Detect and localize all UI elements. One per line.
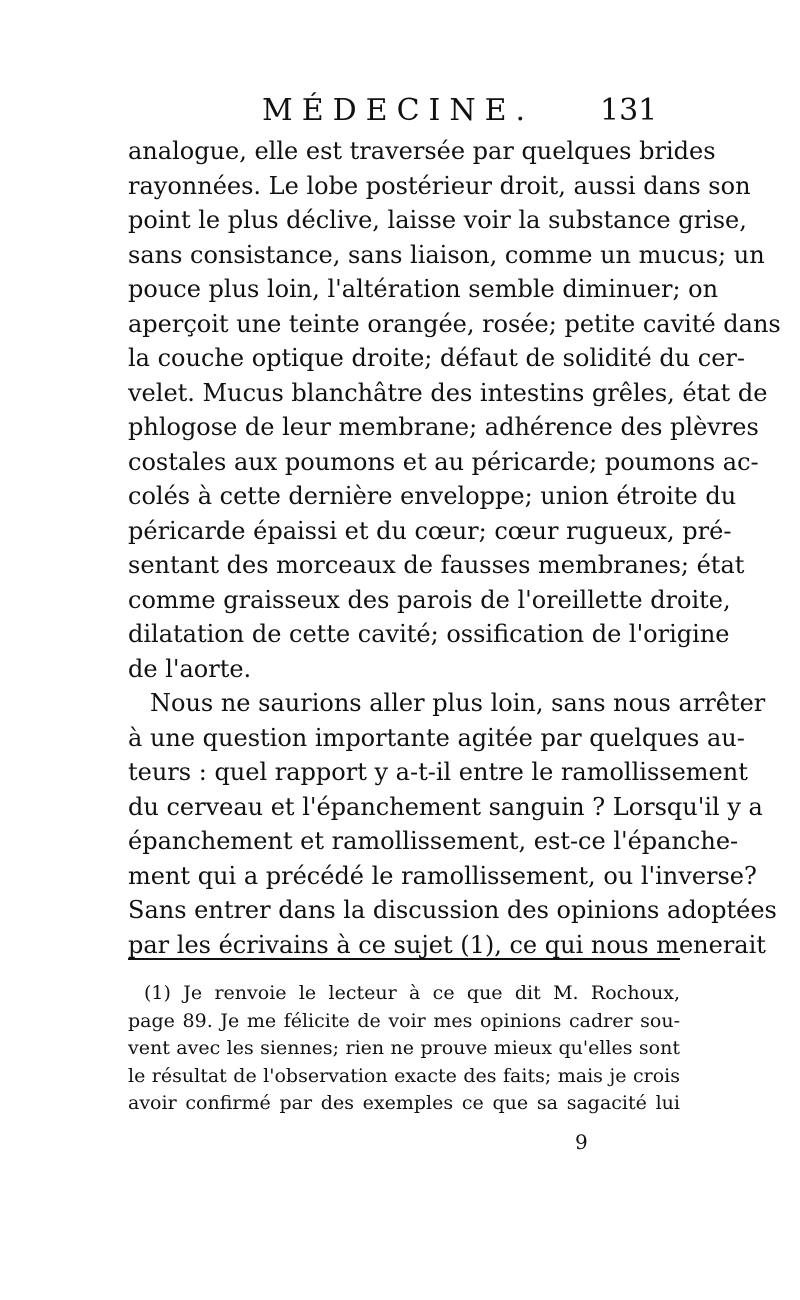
text-line: épanchement et ramollissement, est-ce l'épanche- [128, 827, 739, 855]
footnote-divider [128, 958, 680, 960]
text-line: velet. Mucus blanchâtre des intestins grêles, état de [128, 378, 768, 407]
text-line: pouce plus loin, l'altération semble diminuer; on [128, 275, 719, 303]
text-line: colés à cette dernière enveloppe; union étroite du [128, 482, 737, 510]
text-line: ment qui a précédé le ramollissement, ou l'inverse? [128, 861, 757, 890]
text-line: phlogose de leur membrane; adhérence des plèvres [128, 413, 759, 441]
text-line: costales aux poumons et au péricarde; poumons ac- [128, 447, 759, 476]
footnote-line: le résultat de l'observation exacte des faits; mais je crois [128, 1064, 680, 1087]
text-line: à une question importante agitée par quelques au- [128, 723, 745, 752]
text-line: teurs : quel rapport y a-t-il entre le ramollissement [128, 758, 748, 786]
footnote [128, 980, 680, 1118]
text-line: aperçoit une teinte orangée, rosée; petite cavité dans [128, 309, 781, 338]
text-line: du cerveau et l'épanchement sanguin ? Lorsqu'il y a [128, 792, 763, 821]
text-line: dilatation de cette cavité; ossification de l'origine [128, 620, 730, 648]
text-line: rayonnées. Le lobe postérieur droit, aussi dans son [128, 171, 751, 200]
footnote-line: avoir confirmé par des exemples ce que sa sagacité lui [128, 1092, 680, 1114]
signature-mark: 9 [575, 1130, 588, 1154]
text-line: comme graisseux des parois de l'oreillette droite, [128, 585, 731, 614]
page-number: 131 [600, 93, 658, 128]
running-title: MÉDECINE. [262, 93, 535, 128]
text-line: par les écrivains à ce sujet (1), ce qui nous menerait [128, 930, 766, 959]
footnote-line: page 89. Je me félicite de voir mes opinions cadrer sou- [128, 1009, 680, 1032]
page-header [0, 93, 800, 133]
text-line: péricarde épaissi et du cœur; cœur rugueux, pré- [128, 516, 732, 545]
text-line: Sans entrer dans la discussion des opinions adoptées [128, 896, 777, 924]
footnote-line: (1) Je renvoie le lecteur à ce que dit M. Rochoux, [144, 982, 680, 1004]
text-line: point le plus déclive, laisse voir la substance grise, [128, 206, 747, 234]
text-line: sentant des morceaux de fausses membranes; état [128, 551, 745, 579]
text-line: de l'aorte. [128, 654, 252, 683]
footnote-line: vent avec les siennes; rien ne prouve mieux qu'elles sont [128, 1037, 680, 1059]
text-line: analogue, elle est traversée par quelques brides [128, 137, 716, 165]
text-line: Nous ne saurions aller plus loin, sans nous arrêter [150, 689, 766, 717]
main-text [128, 134, 781, 962]
text-line: la couche optique droite; défaut de solidité du cer- [128, 344, 745, 372]
text-line: sans consistance, sans liaison, comme un mucus; un [128, 240, 765, 269]
